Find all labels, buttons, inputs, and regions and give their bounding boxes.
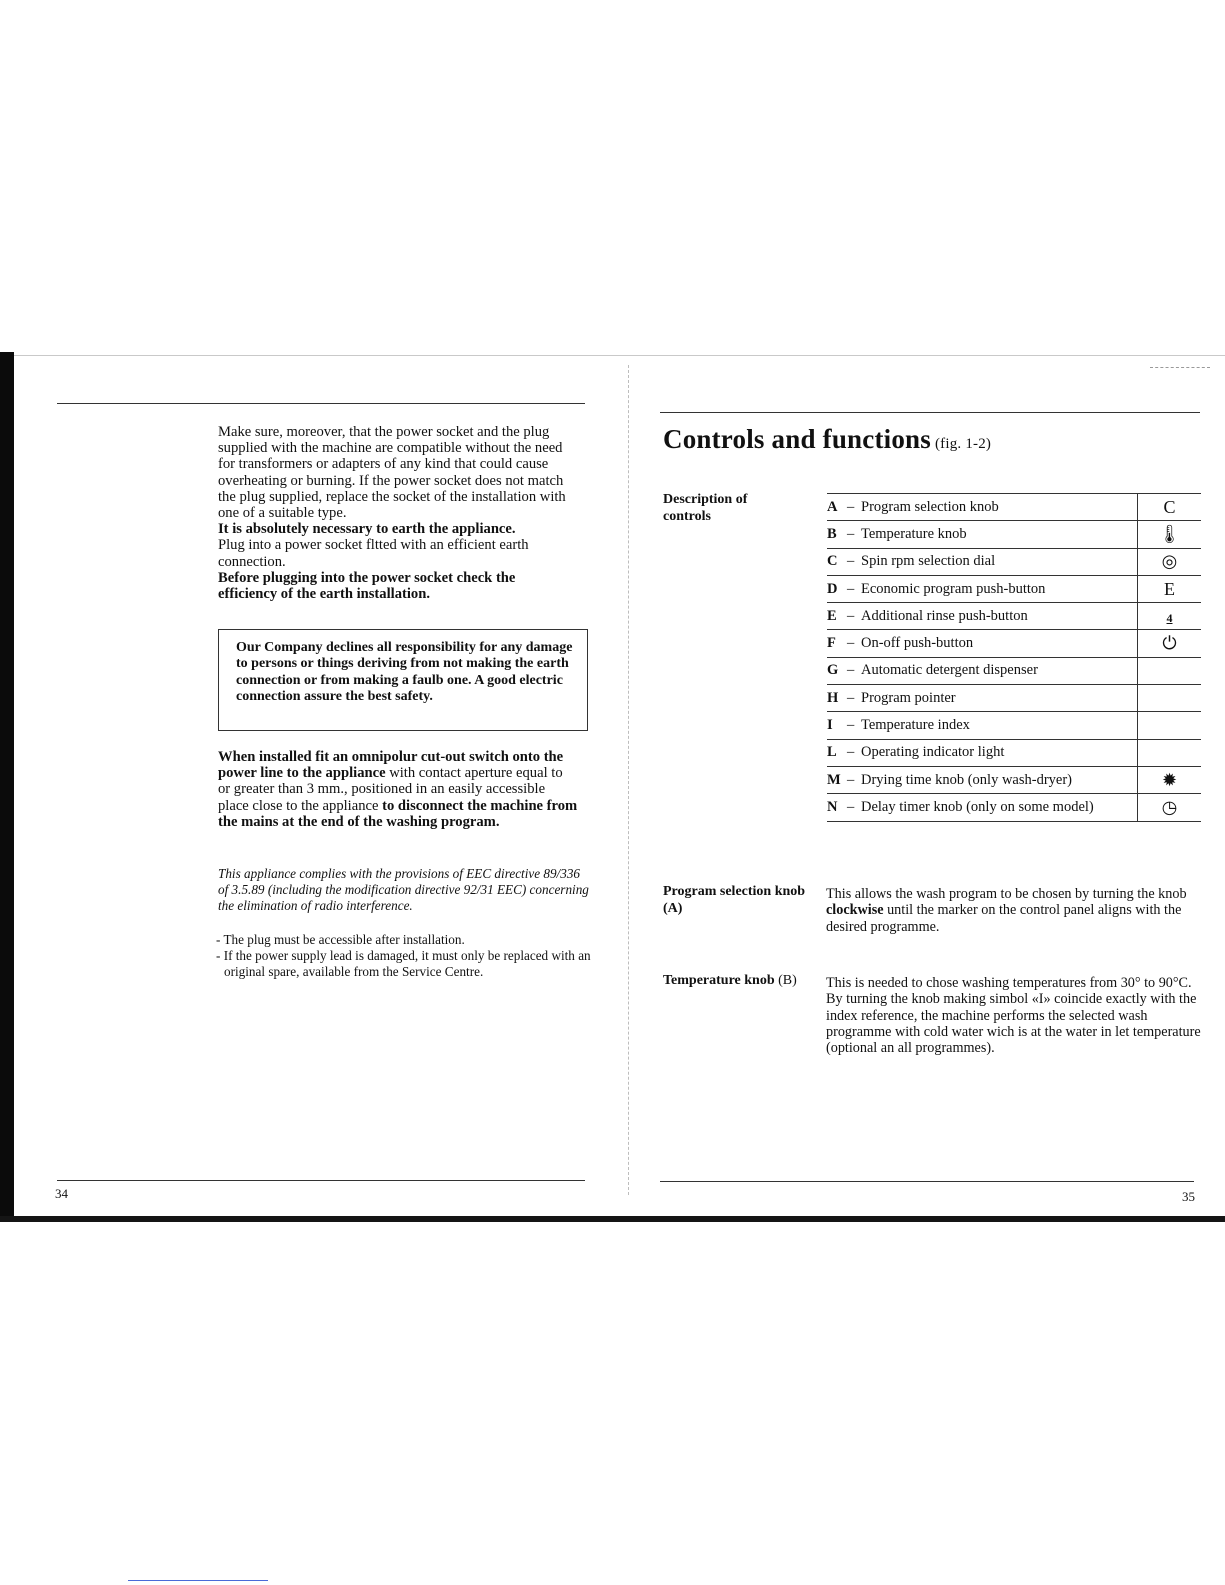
section-title	[663, 424, 991, 455]
left-bottom-rule	[57, 1180, 585, 1181]
table-row	[827, 766, 1201, 793]
control-label: Operating indicator light	[861, 744, 1005, 761]
control-letter: E	[827, 607, 837, 624]
table-row	[827, 739, 1201, 766]
right-bottom-rule	[660, 1181, 1194, 1182]
omnipolar-normal: with contact aperture equal to or greater than 3 mm., positioned in an easily accessible place close to the appliance	[218, 765, 563, 814]
program-knob-description: This allows the wash program to be chosen by turning the knob clockwise until the marker on the control panel aligns with the desired programme.	[826, 886, 1187, 935]
plug-into-text: Plug into a power socket fltted with an efficient earth connection.	[218, 537, 529, 570]
control-cell: G – Automatic detergent dispenser	[827, 657, 1138, 684]
economic-icon: E	[1138, 575, 1202, 602]
control-letter: H	[827, 689, 839, 706]
control-label: Automatic detergent dispenser	[861, 662, 1038, 679]
left-top-rule	[57, 403, 585, 404]
control-letter: F	[827, 635, 836, 652]
control-label: Program selection knob	[861, 498, 999, 515]
control-cell: F – On-off push-button	[827, 630, 1138, 657]
empty-icon-cell	[1138, 685, 1202, 712]
control-label: On-off push-button	[861, 635, 974, 652]
empty-icon-cell	[1138, 739, 1202, 766]
before-plugging-notice: Before plugging into the power socket check the efficiency of the earth installation.	[218, 569, 516, 603]
table-row	[827, 685, 1201, 712]
control-letter: A	[827, 498, 838, 515]
page-fold	[628, 365, 629, 1195]
table-row	[827, 494, 1201, 521]
table-row	[827, 657, 1201, 684]
control-letter: B	[827, 525, 837, 542]
table-row	[827, 603, 1201, 630]
table-row	[827, 575, 1201, 602]
link-underline	[128, 1580, 268, 1581]
control-letter: D	[827, 580, 838, 597]
control-letter: I	[827, 717, 833, 734]
bullet-item: - The plug must be accessible after installation.	[216, 932, 465, 947]
control-cell: E – Additional rinse push-button	[827, 603, 1138, 630]
control-cell: B – Temperature knob	[827, 521, 1138, 548]
control-label: Economic program push-button	[861, 580, 1046, 597]
control-label: Temperature knob	[861, 525, 967, 542]
control-letter: N	[827, 798, 838, 815]
scan-bottom-border	[0, 1216, 1225, 1222]
control-label: Drying time knob (only wash-dryer)	[861, 771, 1073, 788]
control-letter: C	[827, 553, 838, 570]
control-cell: I – Temperature index	[827, 712, 1138, 739]
table-row	[827, 712, 1201, 739]
left-intro-block	[218, 424, 578, 602]
control-label: Spin rpm selection dial	[861, 553, 996, 570]
control-label: Program pointer	[861, 689, 956, 706]
right-page-number: 35	[1182, 1189, 1195, 1204]
bullet-item: - If the power supply lead is damaged, it must only be replaced with an original spare, available from the Service Centre.	[216, 948, 591, 980]
table-row	[827, 548, 1201, 575]
left-page-number: 34	[55, 1186, 68, 1201]
earth-notice: It is absolutely necessary to earth the appliance.	[218, 521, 516, 538]
power-icon: ⏻	[1138, 630, 1202, 657]
control-label: Temperature index	[861, 717, 970, 734]
control-cell: A – Program selection knob	[827, 494, 1138, 521]
drying-icon: ✹	[1138, 766, 1202, 793]
control-label: Delay timer knob (only on some model)	[861, 798, 1094, 815]
intro-paragraph: Make sure, moreover, that the power socket and the plug supplied with the machine are compatible without the need for transformers or adapters of any kind that could cause overheating or burning. If the power socket does not match the plug supplied, replace the socket of the installation with one of a suitable type.	[218, 424, 566, 522]
control-cell: D – Economic program push-button	[827, 575, 1138, 602]
rinse-icon: 4	[1138, 603, 1202, 630]
control-cell: N – Delay timer knob (only on some model)	[827, 794, 1138, 821]
timer-icon: ◷	[1138, 794, 1202, 821]
control-cell: H – Program pointer	[827, 685, 1138, 712]
omnipolar-bold-2: to disconnect the machine from the mains at the end of the washing program.	[218, 797, 578, 830]
eec-directive-note: This appliance complies with the provisions of EEC directive 89/336 of 3.5.89 (including the modification directive 92/31 EEC) concerning the elimination of radio interference.	[218, 866, 589, 914]
program-knob-label: Program selection knob (A)	[663, 884, 806, 916]
table-row	[827, 630, 1201, 657]
program-icon: C	[1138, 494, 1202, 521]
control-label: Additional rinse push-button	[861, 607, 1028, 624]
section-title-text: Controls and functions	[663, 424, 931, 454]
left-bullet-list	[216, 932, 596, 981]
empty-icon-cell	[1138, 657, 1202, 684]
scan-left-border	[0, 352, 14, 1222]
control-letter: G	[827, 662, 839, 679]
spin-icon: ◎	[1138, 548, 1202, 575]
temperature-knob-description: This is needed to chose washing temperatures from 30° to 90°C. By turning the knob making simbol «I» coincide exactly with the index reference, the machine performs the selected wash programme with cold water wich is at the water in let temperature (optional an all programmes).	[826, 975, 1201, 1057]
control-letter: L	[827, 744, 837, 761]
thermometer-icon: 🌡	[1138, 521, 1202, 548]
sheet-top-edge	[0, 355, 1225, 356]
control-cell: L – Operating indicator light	[827, 739, 1138, 766]
empty-icon-cell	[1138, 712, 1202, 739]
controls-table	[827, 493, 1201, 822]
right-top-rule	[660, 412, 1200, 413]
temperature-knob-label: Temperature knob (B)	[663, 973, 797, 988]
control-cell: C – Spin rpm selection dial	[827, 548, 1138, 575]
figure-reference: (fig. 1-2)	[934, 436, 992, 452]
control-cell: M – Drying time knob (only wash-dryer)	[827, 766, 1138, 793]
omnipolar-bold-1: When installed fit an omnipolur cut-out switch onto the power line to the appliance	[218, 749, 564, 782]
description-label: Description of controls	[663, 492, 748, 524]
omnipolar-paragraph	[218, 749, 578, 830]
table-row	[827, 521, 1201, 548]
warning-text: Our Company declines all responsibility for any damage to persons or things deriving from not making the earth connection or from making a faulb one. A good electric connection assure the best safety.	[236, 640, 573, 704]
corner-mark	[1150, 367, 1210, 368]
control-letter: M	[827, 771, 841, 788]
table-row	[827, 794, 1201, 821]
